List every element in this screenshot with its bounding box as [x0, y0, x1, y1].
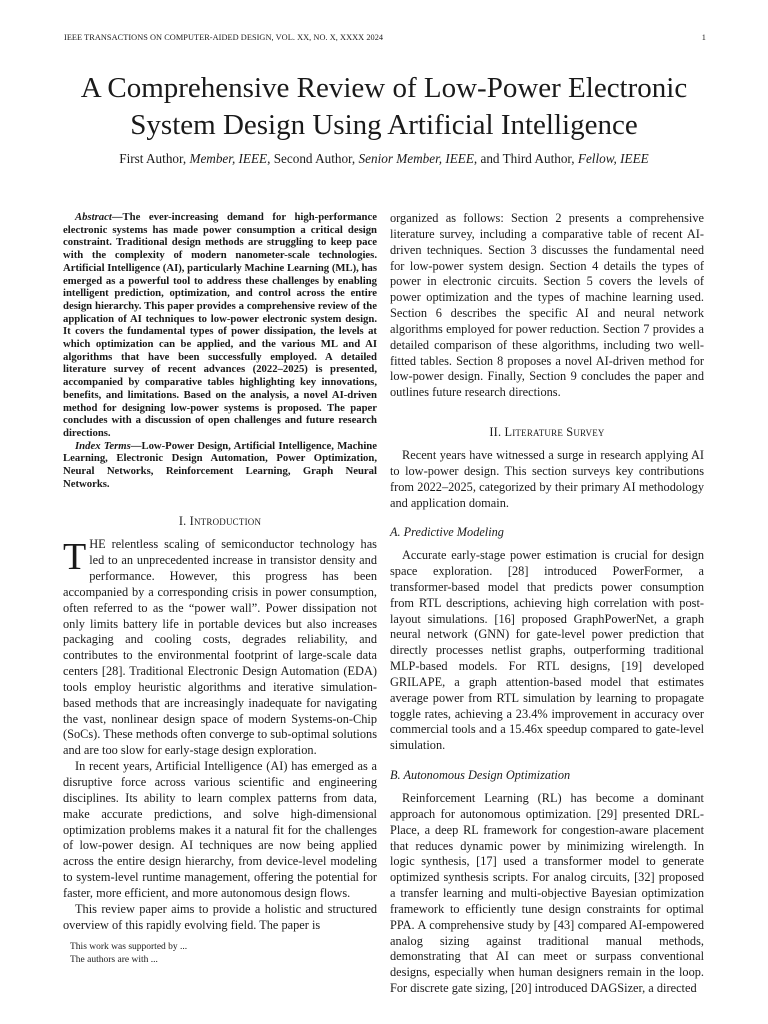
predictive-modeling-paragraph: Accurate early-stage power estimation is crucial for design space exploration. [28] introduced PowerFormer, a transformer-based model that predicts power consumption from RTL descriptions, achieving high correlation with post-layout simulations. [16] proposed GraphPowerNet, a graph neural network (GNN) for gate-level power prediction that directly processes netlist graphs, outperforming traditional MLP-based models. For RTL designs, [19] developed GRILAPE, a graph attention-based model that estimates average power from RTL simulation by learning to propagate toggle rates, achieving a 23.4% improvement in accuracy over commercial tools and a 15.46x speedup compared to gate-level simulation.	[390, 548, 704, 753]
intro-paragraph-2: In recent years, Artificial Intelligence (AI) has emerged as a disruptive force across various scientific and engineering disciplines. Its ability to learn complex patterns from data, make accurate predictions, and solve high-dimensional optimization problems makes it a natural fit for the challenges of low-power design. AI techniques are now being applied across the entire design hierarchy, from device-level modeling to system-level runtime management, offering the potential for faster, more efficient, and more autonomous design flows.	[63, 759, 377, 900]
journal-name: IEEE TRANSACTIONS ON COMPUTER-AIDED DESIGN, VOL. XX, NO. X, XXXX 2024	[64, 33, 384, 42]
section-heading-literature-survey	[390, 425, 704, 441]
subsection-heading-autonomous-optimization: B. Autonomous Design Optimization	[390, 768, 571, 783]
section-title: Introduction	[189, 514, 262, 529]
running-header	[64, 33, 706, 42]
survey-intro-paragraph: Recent years have witnessed a surge in research applying AI to low-power design. This section surveys key contributions from 2022–2025, categorized by their primary AI methodology and application domain.	[390, 447, 704, 510]
footnote-line-2: The authors are with ...	[70, 955, 158, 965]
author-1-grade: Member, IEEE	[189, 151, 268, 166]
abstract-text: —The ever-increasing demand for high-performance electronic systems has made power consumption a critical design constraint. Traditional design methods are struggling to keep pace with the complexity of modern nanometer-scale technologies. Artificial Intelligence (AI), particularly Machine Learning (ML), has emerged as a powerful tool to address these challenges by enabling intelligent prediction, optimization, and control across the entire design hierarchy. This paper provides a comprehensive review of the application of AI techniques to low-power electronic system design. It covers the fundamental types of power dissipation, the levels at which optimization can be applied, and the various ML and AI algorithms that have been successfully employed. A detailed literature survey of recent advances (2022–2025) is presented, accompanied by comparative tables highlighting key innovations, benefits, and limitations. Based on the analysis, a novel AI-driven method for designing low-power systems is proposed. The paper concludes with a discussion of open challenges and future research directions.	[63, 211, 377, 439]
author-3: , and Third Author,	[473, 151, 578, 166]
author-2: , Second Author,	[267, 151, 359, 166]
intro-paragraph-3-continued: organized as follows: Section 2 presents a comprehensive literature survey, including a comparative table of recent AI-driven techniques. Section 3 discusses the fundamental need for low-power system design. Section 4 details the types of power in electronic circuits. Section 5 covers the levels of power optimization and the types of machine learning used. Section 6 describes the specific AI and neural network algorithms employed for power reduction. Section 7 provides a detailed comparison of these algorithms, including two well-fitted tables. Section 8 proposes a novel AI-driven method for low-power design. Finally, Section 9 concludes the paper and outlines future research directions.	[390, 211, 704, 400]
subsection-heading-predictive-modeling: A. Predictive Modeling	[390, 525, 504, 540]
title-line-2: System Design Using Artificial Intelligence	[130, 109, 638, 141]
author-2-grade: Senior Member, IEEE	[358, 151, 474, 166]
author-1: First Author,	[119, 151, 190, 166]
intro-paragraph-1-text: HE relentless scaling of semiconductor technology has led to an unprecedented increase in transistor density and performance. However, this progress has been accompanied by a corresponding crisis in power consumption, often referred to as the “power wall”. Power dissipation not only limits battery life in portable devices but also increases packaging and cooling costs, degrades reliability, and contributes to the environmental footprint of large-scale data centers [28]. Traditional Electronic Design Automation (EDA) tools employ heuristic algorithms and iterative simulation-based methods that are increasingly inadequate for navigating the vast, nonlinear design space of modern Systems-on-Chip (SoCs). These methods often converge to sub-optimal solutions and are too slow for early-stage design exploration.	[63, 537, 377, 758]
right-column	[390, 211, 704, 997]
author-list	[40, 150, 728, 168]
footnote-line-1: This work was supported by ...	[70, 942, 188, 952]
footnote	[70, 941, 187, 967]
author-3-grade: Fellow, IEEE	[577, 151, 649, 166]
title-line-1: A Comprehensive Review of Low-Power Electronic	[80, 72, 688, 104]
paper-title	[40, 70, 728, 144]
intro-paragraph-1	[63, 537, 377, 759]
left-column	[63, 211, 377, 933]
section-title: Literature Survey	[504, 425, 605, 440]
index-terms	[63, 440, 377, 491]
page-number: 1	[701, 33, 706, 42]
index-terms-label: Index Terms	[75, 439, 131, 452]
index-terms-text: —Low-Power Design, Artificial Intelligence, Machine Learning, Electronic Design Automation, Power Optimization, Neural Networks, Reinforcement Learning, Graph Neural Networks.	[63, 439, 377, 490]
intro-paragraph-3: This review paper aims to provide a holistic and structured overview of this rapidly evolving field. The paper is	[63, 901, 377, 932]
section-number: I.	[178, 514, 190, 529]
abstract	[63, 211, 377, 440]
section-heading-introduction	[63, 514, 377, 530]
section-number: II.	[489, 425, 505, 440]
drop-cap: T	[63, 536, 87, 579]
autonomous-optimization-paragraph: Reinforcement Learning (RL) has become a dominant approach for autonomous optimization. [29] presented DRL-Place, a deep RL framework for congestion-aware placement that reduces dynamic power by minimizing wirelength. In logic synthesis, [17] used a transformer model to generate optimized synthesis scripts. For analog circuits, [32] proposed a transfer learning and multi-objective Bayesian optimization framework to efficiently tune design constraints for optimal PPA. A comprehensive study by [43] compared AI-empowered analog sizing against traditional manual methods, demonstrating that AI can meet or surpass conventional designs, especially when human designers remain in the loop. For discrete gate sizing, [20] introduced DAGSizer, a directed	[390, 791, 704, 996]
abstract-label: Abstract	[75, 211, 112, 223]
